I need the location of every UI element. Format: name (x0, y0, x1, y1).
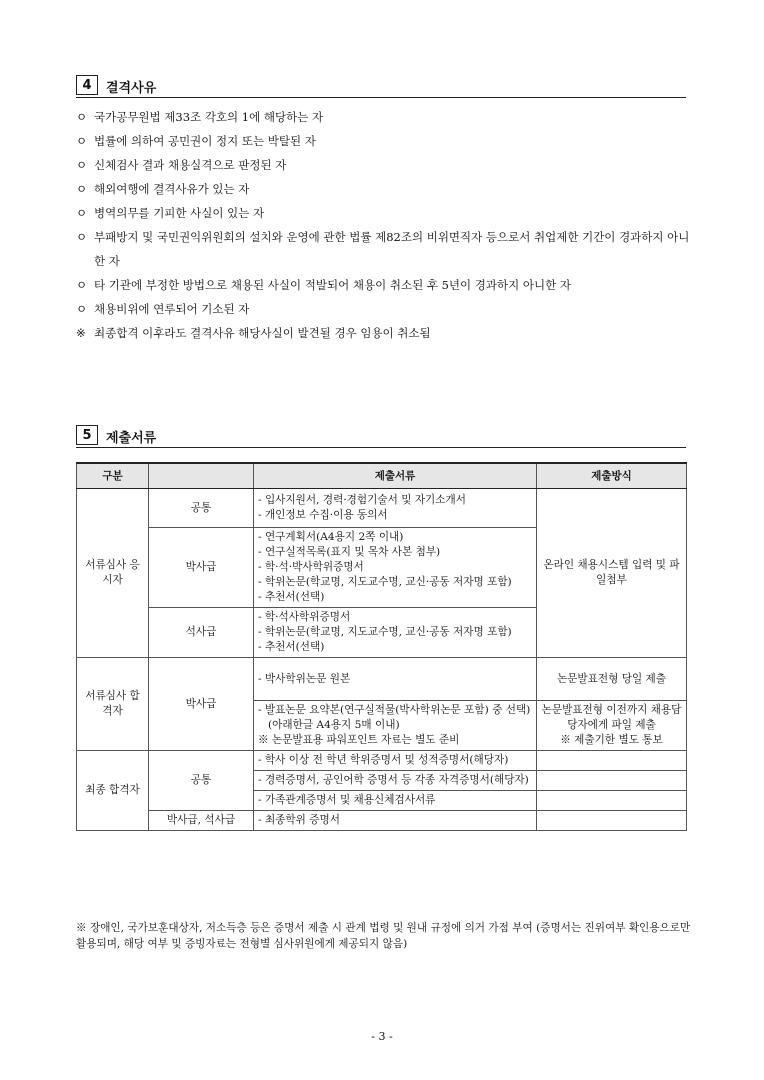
section-number: 5 (76, 425, 98, 445)
disqualification-list (76, 105, 696, 345)
row-label: 석사급 (149, 608, 254, 658)
list-item: ㅇ 법률에 의하여 공민권이 정지 또는 박탈된 자 (76, 134, 316, 148)
list-item: ㅇ 부패방지 및 국민권익위원회의 설치와 운영에 관한 법률 제82조의 비위면직자 등으로서 취업제한 기간이 경과하지 아니한 자 (76, 230, 690, 268)
header-documents: 제출서류 (254, 463, 537, 489)
list-item: ㅇ 채용비위에 연루되어 기소된 자 (76, 302, 250, 316)
header-category: 구분 (77, 463, 149, 489)
doc-cell: - 학·석사학위증명서 - 학위논문(학교명, 지도교수명, 교신·공동 저자명 포함) - 추천서(선택) (254, 608, 537, 658)
doc-cell: - 발표논문 요약본(연구실적물(박사학위논문 포함) 중 선택) (아래한글 A4용지 5매 이내) ※ 논문발표용 파워포인트 자료는 별도 준비 (254, 701, 537, 751)
method-cell: 온라인 채용시스템 입력 및 파일첨부 (537, 489, 687, 658)
page-number: - 3 - (371, 1030, 393, 1043)
list-item: ㅇ 타 기관에 부정한 방법으로 채용된 사실이 적발되어 채용이 취소된 후 5년이 경과하지 아니한 자 (76, 278, 571, 292)
table-row (77, 811, 687, 831)
table-row (77, 489, 687, 528)
doc-cell: - 최종학위 증명서 (254, 811, 537, 831)
row-label: 박사급, 석사급 (149, 811, 254, 831)
header-blank (149, 463, 254, 489)
group-applicants: 서류심사 응시자 (77, 489, 149, 658)
doc-cell: - 입사지원서, 경력·경험기술서 및 자기소개서 - 개인정보 수집·이용 동의서 (254, 489, 537, 528)
row-label: 박사급 (149, 528, 254, 608)
section-4-header (76, 75, 686, 98)
method-cell (537, 791, 687, 811)
list-item: ㅇ 병역의무를 기피한 사실이 있는 자 (76, 206, 265, 220)
doc-cell: - 학사 이상 전 학년 학위증명서 및 성적증명서(해당자) (254, 751, 537, 771)
list-item: ㅇ 국가공무원법 제33조 각호의 1에 해당하는 자 (76, 110, 324, 124)
group-passed: 서류심사 합격자 (77, 658, 149, 751)
doc-cell: - 연구계획서(A4용지 2쪽 이내) - 연구실적목록(표지 및 목차 사본 첨부) - 학·석·박사학위증명서 - 학위논문(학교명, 지도교수명, 교신·공동 저자명 포함) - 추천서(선택) (254, 528, 537, 608)
header-method: 제출방식 (537, 463, 687, 489)
doc-cell: - 경력증명서, 공인어학 증명서 등 각종 자격증명서(해당자) (254, 771, 537, 791)
method-cell: 논문발표전형 당일 제출 (537, 658, 687, 701)
method-cell (537, 811, 687, 831)
documents-table (76, 462, 687, 831)
section-number: 4 (76, 75, 98, 95)
row-label: 박사급 (149, 658, 254, 751)
method-cell: 논문발표전형 이전까지 채용담당자에게 파일 제출 ※ 제출기한 별도 통보 (537, 701, 687, 751)
note-item: ※ 최종합격 이후라도 결격사유 해당사실이 발견될 경우 임용이 취소됨 (76, 326, 431, 340)
doc-cell: - 박사학위논문 원본 (254, 658, 537, 701)
table-header-row (77, 463, 687, 489)
method-cell (537, 771, 687, 791)
list-item: ㅇ 신체검사 결과 채용실격으로 판정된 자 (76, 158, 287, 172)
row-label: 공통 (149, 751, 254, 811)
group-final: 최종 합격자 (77, 751, 149, 831)
table-row (77, 751, 687, 771)
table-row (77, 658, 687, 701)
doc-cell: - 가족관계증명서 및 채용신체검사서류 (254, 791, 537, 811)
row-label: 공통 (149, 489, 254, 528)
method-cell (537, 751, 687, 771)
footnote: ※ 장애인, 국가보훈대상자, 저소득층 등은 증명서 제출 시 관계 법령 및 원내 규정에 의거 가점 부여 (증명서는 진위여부 확인용으로만 활용되며, 해당 여부 및 증빙자료는 전형별 심사위원에게 제공되지 않음) (76, 922, 691, 950)
list-item: ㅇ 해외여행에 결격사유가 있는 자 (76, 182, 250, 196)
section-title: 결격사유 (106, 81, 157, 96)
section-title: 제출서류 (106, 431, 157, 446)
section-5-header (76, 425, 686, 448)
